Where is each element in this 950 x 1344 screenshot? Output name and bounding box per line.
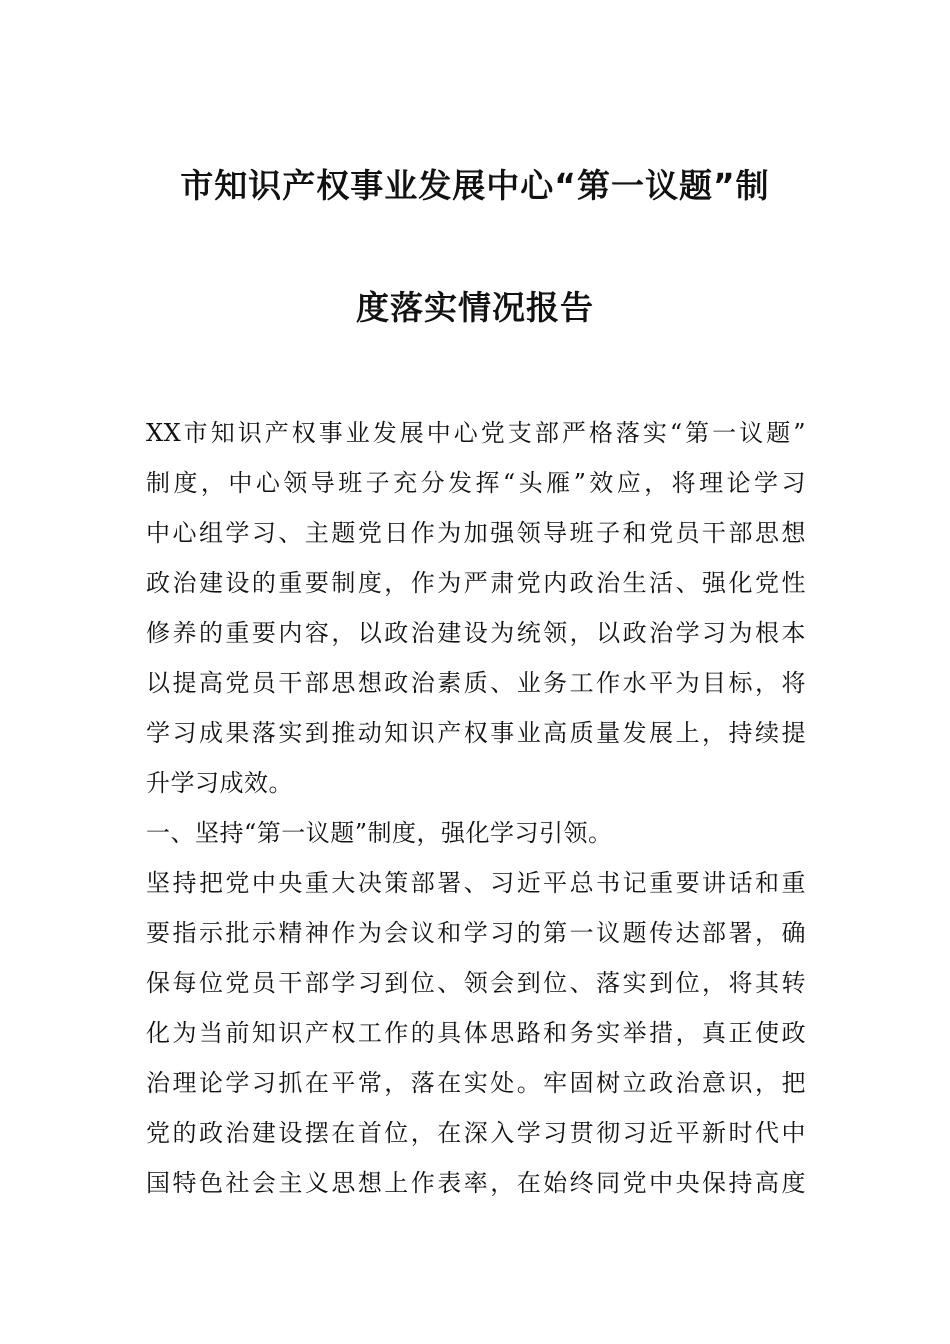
body-line: 升学习成效。 [146, 769, 293, 797]
body-line: 治理论学习抓在平常，落在实处。牢固树立政治意识，把 [146, 1069, 806, 1097]
body-line: 化为当前知识产权工作的具体思路和务实举措，真正使政 [146, 1019, 806, 1047]
body-line: 政治建设的重要制度，作为严肃党内政治生活、强化党性 [146, 569, 806, 597]
body-line: XX市知识产权事业发展中心党支部严格落实“第一议题” [146, 419, 806, 447]
body-line: 学习成果落实到推动知识产权事业高质量发展上，持续提 [146, 719, 806, 747]
body-line: 制度，中心领导班子充分发挥“头雁”效应，将理论学习 [146, 469, 806, 497]
body-line: 中心组学习、主题党日作为加强领导班子和党员干部思想 [146, 519, 806, 547]
body-line: 保每位党员干部学习到位、领会到位、落实到位，将其转 [146, 969, 806, 997]
body-line: 国特色社会主义思想上作表率，在始终同党中央保持高度 [146, 1169, 806, 1197]
body-line: 要指示批示精神作为会议和学习的第一议题传达部署，确 [146, 919, 806, 947]
document-body [146, 408, 806, 1208]
document-title-line-2: 度落实情况报告 [356, 288, 594, 327]
body-line: 坚持把党中央重大决策部署、习近平总书记重要讲话和重 [146, 869, 806, 897]
section-heading: 一、坚持“第一议题”制度，强化学习引领。 [146, 819, 613, 847]
document-title-line-1: 市知识产权事业发展中心“第一议题”制 [180, 166, 770, 205]
body-line: 党的政治建设摆在首位，在深入学习贯彻习近平新时代中 [146, 1119, 806, 1147]
body-line: 以提高党员干部思想政治素质、业务工作水平为目标，将 [146, 669, 806, 697]
body-line: 修养的重要内容，以政治建设为统领，以政治学习为根本 [146, 619, 806, 647]
